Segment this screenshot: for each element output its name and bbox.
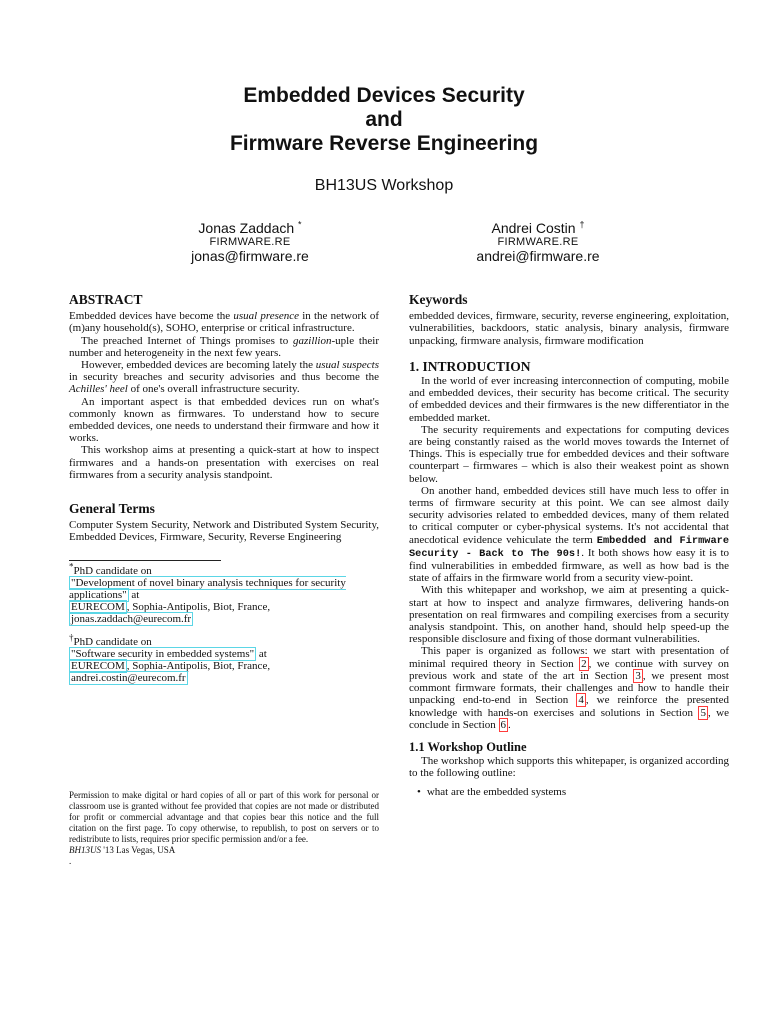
author-1-email: jonas@firmware.re [191, 248, 309, 264]
footnote-rule [69, 560, 221, 561]
abstract-p1: Embedded devices have become the usual presence in the network of (m)any household(s), SOHO, enterprise or critical infrastructure. [69, 310, 379, 335]
permission-dot: . [69, 856, 72, 866]
title-line-1: Embedded Devices Security [243, 84, 525, 107]
section-5-ref[interactable]: 5 [700, 706, 706, 719]
author-2-mark: † [579, 219, 585, 230]
author-2-affiliation: FIRMWARE.RE [497, 236, 579, 248]
abstract-p2: The preached Internet of Things promises to gazillion-uple their number and heterogeneity in the next few years. [69, 334, 379, 359]
keywords-text: embedded devices, firmware, security, reverse engineering, exploitation, vulnerabilities, backdoors, static analysis, binary analysis, firmware unpacking, firmware analysis, firmware modification [409, 310, 729, 347]
outline-list [409, 786, 729, 798]
workshop-outline-heading: 1.1 Workshop Outline [409, 739, 527, 754]
section-3-ref[interactable]: 3 [635, 669, 641, 682]
author-1 [120, 220, 380, 264]
intro-p2: The security requirements and expectations for computing devices are being constantly raised as the world moves towards the Internet of Things. This is especially true for embedded devices and their software counterpart – firmwares – which is also their weakest point as shown below. [409, 423, 729, 485]
permission-text: Permission to make digital or hard copies of all or part of this work for personal or classroom use is granted without fee provided that copies are not made or distributed for profit or commercial advantage and that copies bear this notice and the full citation on the first page. To copy otherwise, to republish, to post on servers or to redistribute to lists, requires prior specific permission and/or a fee. [69, 790, 379, 844]
footnote-1-email-link[interactable]: jonas.zaddach@eurecom.fr [71, 613, 192, 626]
introduction-heading: 1. INTRODUCTION [409, 358, 531, 374]
title-line-2: and [365, 108, 403, 131]
footnote-1: *PhD candidate on "Development of novel binary analysis techniques for security applications" at EURECOM , Sophia-Antipolis, Biot, France, jonas.zaddach@eurecom.fr [69, 561, 346, 626]
author-1-name: Jonas Zaddach [198, 220, 295, 236]
permission-notice [69, 790, 379, 867]
author-1-affiliation: FIRMWARE.RE [209, 236, 291, 248]
section-4-ref[interactable]: 4 [578, 694, 584, 707]
footnote-2-title-link[interactable]: "Software security in embedded systems" [71, 647, 255, 660]
intro-p1: In the world of ever increasing interconnection of computing, mobile and embedded devices, their security has become critical. The security of embedded devices and their firmwares is the new differentiator in the embedded market. [409, 375, 729, 424]
author-2 [408, 220, 668, 264]
footnote-2-email-link[interactable]: andrei.costin@eurecom.fr [71, 672, 186, 685]
intro-p4: With this whitepaper and workshop, we aim at presenting a quick-start at how to inspect and analyze firmwares, delivering hands-on presentation on real firmwares and compiling exercises from a security analysis standpoint. This, on another hand, should help speed-up the responsible disclosure and fixing of those dormant vulnerabilities. [409, 584, 729, 646]
left-column [69, 294, 379, 684]
author-2-name: Andrei Costin [491, 220, 576, 236]
abstract-p3: However, embedded devices are becoming lately the usual suspects in security breaches and security advisories and thus become the Achilles' heel of one's overall infrastructure security. [69, 359, 379, 396]
keywords-heading: Keywords [409, 292, 468, 307]
intro-p5: This paper is organized as follows: we start with presentation of minimal required theory in Section 2 , we continue with survey on previous work and state of the art in Section 3 , we present most commont firmware formats, their challenges and how to handle their unpacking end-to-end in Section 4 , we reinforce the presented knowledge with hands-on exercises and solutions in Section 5 , we conclude in Section 6 . [409, 645, 730, 731]
section-2-ref[interactable]: 2 [581, 657, 587, 670]
footnote-2: †PhD candidate on "Software security in embedded systems" at EURECOM , Sophia-Antipolis, Biot, France, andrei.costin@eurecom.fr [69, 632, 271, 685]
paper-subtitle: BH13US Workshop [314, 177, 454, 194]
abstract-heading: ABSTRACT [69, 292, 143, 307]
abstract-p5: This workshop aims at presenting a quick-start at how to inspect firmwares and a hands-on presentation with exercises on real firmwares from a security analysis standpoint. [69, 444, 379, 481]
author-2-email: andrei@firmware.re [476, 248, 600, 264]
title-line-3: Firmware Reverse Engineering [229, 132, 539, 155]
general-terms-text: Computer System Security, Network and Distributed System Security, Embedded Devices, Firmware, Security, Reverse Engineering [69, 519, 379, 544]
footnote-1-title-link[interactable]: "Development of novel binary analysis techniques for security applications" [69, 576, 346, 602]
list-item: • what are the embedded systems [429, 786, 729, 798]
intro-p3: On another hand, embedded devices still have much less to offer in terms of firmware security at this point. We can see almost daily security advisories related to embedded devices, many of them related to critical computer or cyber-physical systems. It's not accidental that anecdotical evidence vehiculate the term Embedded and Firmware Security - Back to The 90s!. It both shows how easy it is to find vulnerabilities in embedded firmware, as well as how bad is the state of affairs in the firmware world from a security view-point. [409, 484, 729, 585]
venue-line: BH13US '13 Las Vegas, USA [69, 845, 176, 855]
general-terms-heading: General Terms [69, 501, 155, 517]
author-1-mark: * [298, 219, 302, 230]
right-column [409, 294, 729, 798]
section-6-ref[interactable]: 6 [500, 718, 507, 731]
footnote-2-org-link[interactable]: EURECOM [71, 660, 125, 673]
workshop-outline-text: The workshop which supports this whitepaper, is organized according to the following outline: [409, 755, 729, 780]
paper-title [0, 84, 768, 156]
abstract-p4: An important aspect is that embedded devices run on what's commonly known as firmwares. To understand how to secure embedded devices, one needs to understand their firmware and how it works. [69, 395, 379, 445]
footnote-1-org-link[interactable]: EURECOM [71, 601, 125, 614]
